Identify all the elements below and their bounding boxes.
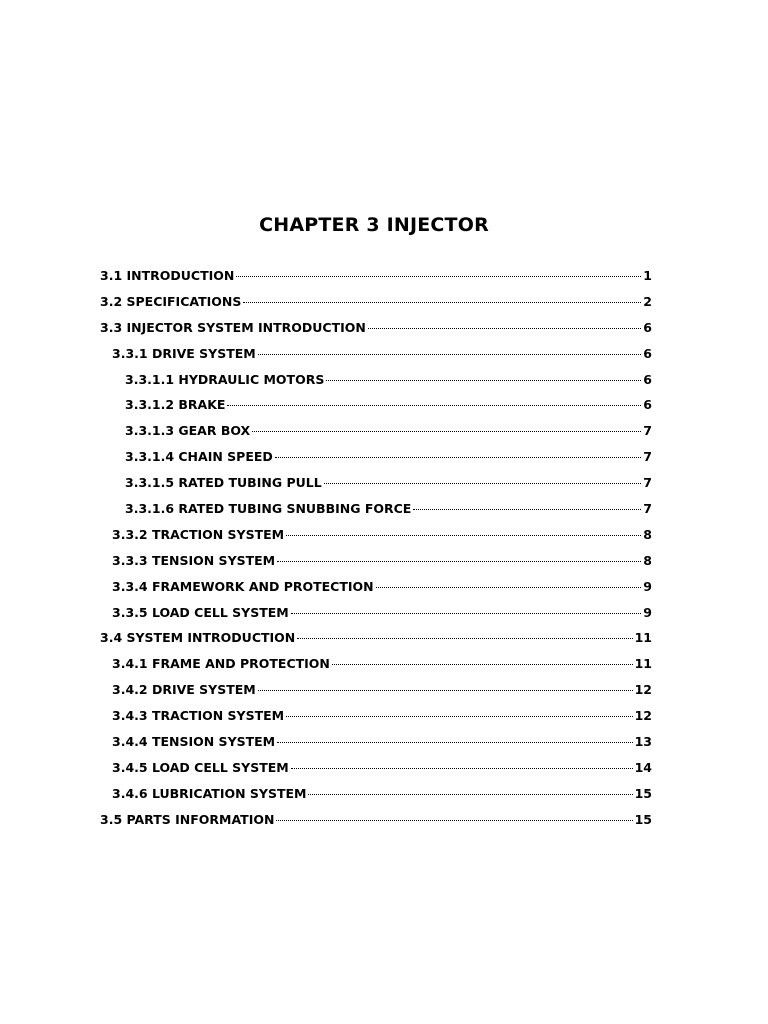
dot-leader bbox=[236, 274, 641, 277]
toc-entry-page-number: 15 bbox=[634, 811, 652, 827]
toc-entry-page-number: 7 bbox=[643, 449, 652, 465]
toc-entry[interactable] bbox=[100, 372, 652, 398]
toc-entry-label: 3.3.4 FRAMEWORK AND PROTECTION bbox=[112, 578, 374, 594]
dot-leader bbox=[297, 636, 632, 639]
toc-entry-label: 3.5 PARTS INFORMATION bbox=[100, 811, 275, 827]
toc-entry[interactable] bbox=[100, 475, 652, 501]
toc-entry-label: 3.3.1.3 GEAR BOX bbox=[125, 423, 251, 439]
toc-entry-label: 3.4.6 LUBRICATION SYSTEM bbox=[112, 785, 307, 801]
toc-entry-page-number: 8 bbox=[643, 552, 652, 568]
toc-entry[interactable] bbox=[100, 294, 652, 320]
toc-entry-page-number: 15 bbox=[634, 785, 652, 801]
toc-entry-label: 3.4.1 FRAME AND PROTECTION bbox=[112, 656, 330, 672]
toc-entry-page-number: 2 bbox=[643, 293, 652, 309]
toc-entry-page-number: 6 bbox=[643, 371, 652, 387]
chapter-title: CHAPTER 3 INJECTOR bbox=[259, 214, 489, 236]
toc-entry-page-number: 9 bbox=[643, 578, 652, 594]
toc-entry[interactable] bbox=[100, 423, 652, 449]
toc-entry[interactable] bbox=[100, 682, 652, 708]
toc-entry[interactable] bbox=[100, 449, 652, 475]
table-of-contents bbox=[100, 268, 652, 838]
toc-entry-page-number: 11 bbox=[634, 630, 652, 646]
dot-leader bbox=[243, 300, 641, 303]
toc-entry[interactable] bbox=[100, 812, 652, 838]
toc-entry-label: 3.3.1.1 HYDRAULIC MOTORS bbox=[125, 371, 325, 387]
dot-leader bbox=[258, 352, 642, 355]
toc-entry-label: 3.3.1.4 CHAIN SPEED bbox=[125, 449, 273, 465]
toc-entry[interactable] bbox=[100, 656, 652, 682]
toc-entry[interactable] bbox=[100, 708, 652, 734]
dot-leader bbox=[291, 766, 633, 769]
dot-leader bbox=[227, 403, 641, 406]
toc-entry[interactable] bbox=[100, 397, 652, 423]
toc-entry-label: 3.4.2 DRIVE SYSTEM bbox=[112, 682, 256, 698]
toc-entry-label: 3.4.3 TRACTION SYSTEM bbox=[112, 708, 285, 724]
toc-entry[interactable] bbox=[100, 579, 652, 605]
dot-leader bbox=[286, 714, 632, 717]
dot-leader bbox=[326, 378, 641, 381]
toc-entry-label: 3.2 SPECIFICATIONS bbox=[100, 293, 242, 309]
toc-entry-page-number: 14 bbox=[634, 759, 652, 775]
dot-leader bbox=[252, 429, 641, 432]
toc-entry-label: 3.3.1 DRIVE SYSTEM bbox=[112, 345, 256, 361]
dot-leader bbox=[413, 507, 641, 510]
toc-entry-page-number: 12 bbox=[634, 708, 652, 724]
dot-leader bbox=[277, 740, 632, 743]
toc-entry-page-number: 7 bbox=[643, 423, 652, 439]
dot-leader bbox=[324, 481, 642, 484]
toc-entry-label: 3.4.5 LOAD CELL SYSTEM bbox=[112, 759, 289, 775]
dot-leader bbox=[308, 792, 632, 795]
dot-leader bbox=[258, 688, 633, 691]
toc-entry[interactable] bbox=[100, 786, 652, 812]
toc-entry-label: 3.3.3 TENSION SYSTEM bbox=[112, 552, 276, 568]
toc-entry[interactable] bbox=[100, 501, 652, 527]
toc-entry-page-number: 13 bbox=[634, 734, 652, 750]
toc-entry-page-number: 7 bbox=[643, 475, 652, 491]
toc-entry-label: 3.3 INJECTOR SYSTEM INTRODUCTION bbox=[100, 319, 366, 335]
toc-entry-label: 3.4.4 TENSION SYSTEM bbox=[112, 734, 276, 750]
toc-entry-page-number: 6 bbox=[643, 397, 652, 413]
toc-entry-label: 3.3.2 TRACTION SYSTEM bbox=[112, 526, 285, 542]
toc-entry[interactable] bbox=[100, 630, 652, 656]
toc-entry-page-number: 9 bbox=[643, 604, 652, 620]
toc-entry-page-number: 12 bbox=[634, 682, 652, 698]
toc-entry-page-number: 1 bbox=[643, 268, 652, 283]
dot-leader bbox=[275, 455, 642, 458]
dot-leader bbox=[368, 326, 641, 329]
toc-entry[interactable] bbox=[100, 346, 652, 372]
toc-entry-label: 3.3.5 LOAD CELL SYSTEM bbox=[112, 604, 289, 620]
toc-entry-label: 3.4 SYSTEM INTRODUCTION bbox=[100, 630, 296, 646]
toc-entry[interactable] bbox=[100, 553, 652, 579]
dot-leader bbox=[376, 585, 642, 588]
toc-entry-label: 3.3.1.5 RATED TUBING PULL bbox=[125, 475, 322, 491]
dot-leader bbox=[332, 662, 633, 665]
toc-entry-label: 3.3.1.2 BRAKE bbox=[125, 397, 226, 413]
toc-entry-page-number: 8 bbox=[643, 526, 652, 542]
toc-entry-label: 3.1 INTRODUCTION bbox=[100, 268, 235, 283]
toc-entry[interactable] bbox=[100, 760, 652, 786]
toc-entry-page-number: 6 bbox=[643, 319, 652, 335]
dot-leader bbox=[276, 818, 632, 821]
dot-leader bbox=[277, 559, 641, 562]
toc-entry[interactable] bbox=[100, 605, 652, 631]
toc-entry-page-number: 11 bbox=[634, 656, 652, 672]
dot-leader bbox=[286, 533, 641, 536]
toc-entry[interactable] bbox=[100, 527, 652, 553]
toc-entry-label: 3.3.1.6 RATED TUBING SNUBBING FORCE bbox=[125, 501, 412, 517]
toc-entry[interactable] bbox=[100, 268, 652, 294]
toc-entry[interactable] bbox=[100, 320, 652, 346]
toc-entry[interactable] bbox=[100, 734, 652, 760]
toc-entry-page-number: 7 bbox=[643, 501, 652, 517]
toc-entry-page-number: 6 bbox=[643, 345, 652, 361]
dot-leader bbox=[291, 611, 642, 614]
